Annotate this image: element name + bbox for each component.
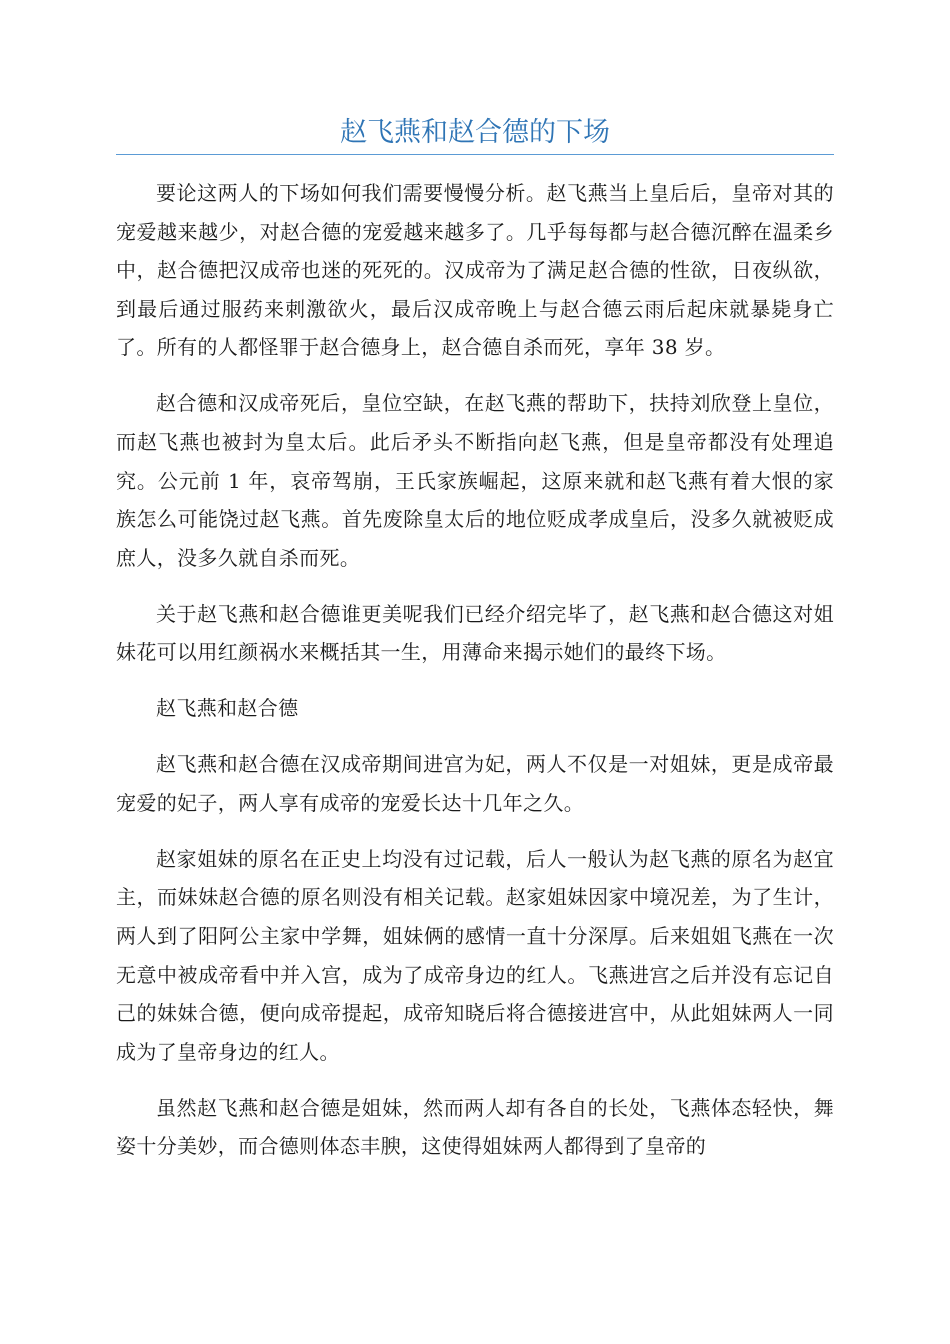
document-body — [116, 174, 834, 1183]
section-heading: 赵飞燕和赵合德 — [156, 696, 299, 721]
paragraph-6: 虽然赵飞燕和赵合德是姐妹，然而两人却有各自的长处，飞燕体态轻快，舞姿十分美妙，而合德则体态丰腴，这使得姐妹两人都得到了皇帝的 — [116, 1095, 834, 1159]
paragraph-5: 赵家姐妹的原名在正史上均没有过记载，后人一般认为赵飞燕的原名为赵宜主，而妹妹赵合德的原名则没有相关记载。赵家姐妹因家中境况差，为了生计，两人到了阳阿公主家中学舞，姐妹俩的感情一直十分深厚。后来姐姐飞燕在一次无意中被成帝看中并入宫，成为了成帝身边的红人。飞燕进宫之后并没有忘记自己的妹妹合德，便向成帝提起，成帝知晓后将合德接进宫中，从此姐妹两人一同成为了皇帝身边的红人。 — [116, 846, 834, 1064]
paragraph-2: 赵合德和汉成帝死后，皇位空缺，在赵飞燕的帮助下，扶持刘欣登上皇位，而赵飞燕也被封为皇太后。此后矛头不断指向赵飞燕，但是皇帝都没有处理追究。公元前 1 年，哀帝驾崩，王氏家族崛起，这原来就和赵飞燕有着大恨的家族怎么可能饶过赵飞燕。首先废除皇太后的地位贬成孝成皇后，没多久就被贬成庶人，没多久就自杀而死。 — [116, 391, 834, 570]
title-underline — [116, 154, 834, 155]
paragraph-4: 赵飞燕和赵合德在汉成帝期间进宫为妃，两人不仅是一对姐妹，更是成帝最宠爱的妃子，两人享有成帝的宠爱长达十几年之久。 — [116, 752, 834, 815]
paragraph-3: 关于赵飞燕和赵合德谁更美呢我们已经介绍完毕了，赵飞燕和赵合德这对姐妹花可以用红颜祸水来概括其一生，用薄命来揭示她们的最终下场。 — [116, 601, 834, 665]
paragraph-1: 要论这两人的下场如何我们需要慢慢分析。赵飞燕当上皇后后，皇帝对其的宠爱越来越少，对赵合德的宠爱越来越多了。几乎每每都与赵合德沉醉在温柔乡中，赵合德把汉成帝也迷的死死的。汉成帝为了满足赵合德的性欲，日夜纵欲，到最后通过服药来刺激欲火，最后汉成帝晚上与赵合德云雨后起床就暴毙身亡了。所有的人都怪罪于赵合德身上，赵合德自杀而死，享年 38 岁。 — [116, 181, 834, 360]
page-title: 赵飞燕和赵合德的下场 — [340, 117, 610, 148]
